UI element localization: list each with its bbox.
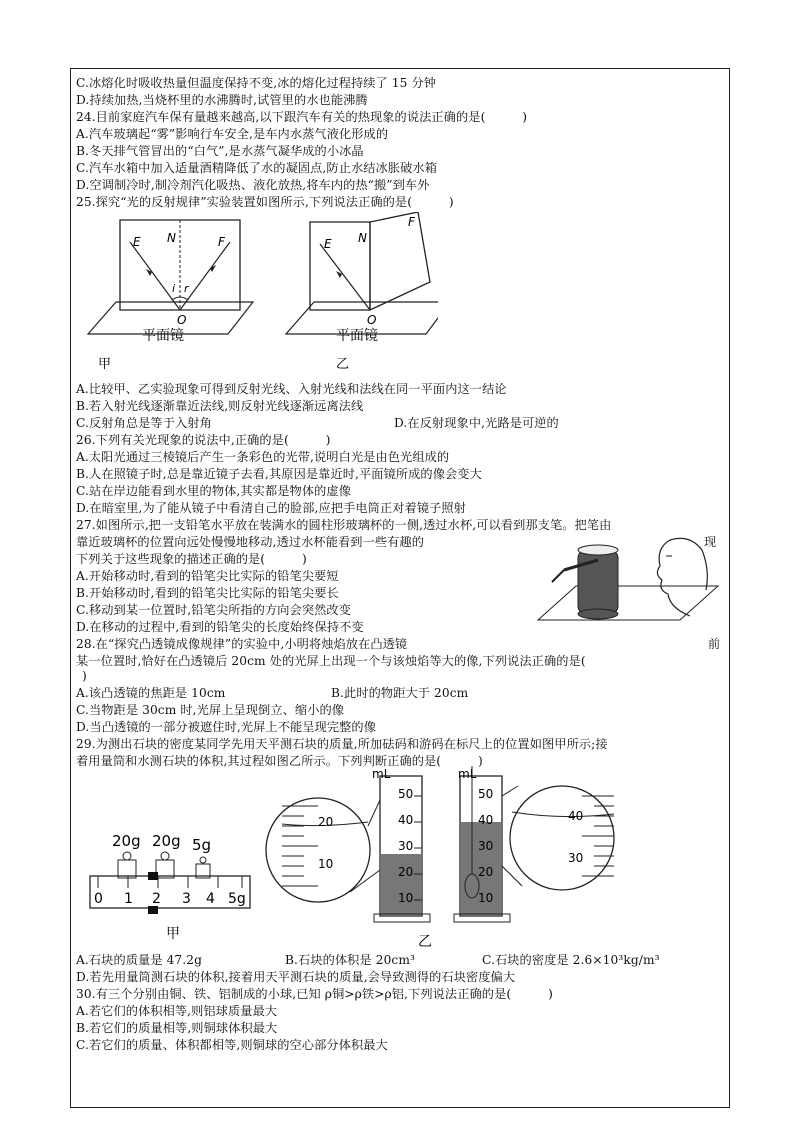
weight-5g: 5g xyxy=(192,836,212,854)
question-24: 24.目前家庭汽车保有量越来越高,以下跟汽车有关的热现象的说法正确的是( ) xyxy=(76,110,528,124)
question-28-tail: 前 xyxy=(708,637,721,651)
option-26a: A.太阳光通过三棱镜后产生一条彩色的光带,说明白光是由色光组成的 xyxy=(76,450,450,464)
question-28-line2: 某一位置时,恰好在凸透镜后 20cm 处的光屏上出现一个与该烛焰等大的像,下列说法正确的是( xyxy=(76,654,586,668)
label-i: i xyxy=(172,282,176,295)
cyl2-tick: 30 xyxy=(478,839,494,853)
option-24a: A.汽车玻璃起“雾”影响行车安全,是车内水蒸气液化形成的 xyxy=(76,127,389,141)
question-26: 26.下列有关光现象的说法中,正确的是( ) xyxy=(76,433,331,447)
option-27b: B.开始移动时,看到的铅笔尖比实际的铅笔尖要长 xyxy=(76,586,339,600)
cyl1-tick: 10 xyxy=(398,891,414,905)
cyl2-tick: 20 xyxy=(478,865,494,879)
figure-29-balance-cylinder xyxy=(82,766,702,950)
question-27: 27.如图所示,把一支铅笔水平放在装满水的圆柱形玻璃杯的一侧,透过水杯,可以看到那支笔。把笔由 xyxy=(76,518,612,532)
text-line: C.冰熔化时吸收热量但温度保持不变,冰的熔化过程持续了 15 分钟 xyxy=(76,76,437,90)
option-30b: B.若它们的质量相等,则铜球体积最大 xyxy=(76,1021,278,1035)
option-30c: C.若它们的质量、体积都相等,则铜球的空心部分体积最大 xyxy=(76,1038,388,1052)
option-29b: B.石块的体积是 20cm³ xyxy=(285,953,416,967)
label-o2: O xyxy=(367,313,377,327)
weight-20g-2: 20g xyxy=(152,832,181,850)
label-f: F xyxy=(218,235,225,249)
zoom-40: 40 xyxy=(568,809,584,823)
option-27c: C.移动到某一位置时,铅笔尖所指的方向会突然改变 xyxy=(76,603,351,617)
question-30: 30.有三个分别由铜、铁、铝制成的小球,已知 ρ铜>ρ铁>ρ铝,下列说法正确的是( ) xyxy=(76,987,553,1001)
option-28d: D.当凸透镜的一部分被遮住时,光屏上不能呈现完整的像 xyxy=(76,720,376,734)
zoom-10: 10 xyxy=(318,857,334,871)
option-24d: D.空调制冷时,制冷剂汽化吸热、液化放热,将车内的热“搬”到车外 xyxy=(76,178,430,192)
option-29d: D.若先用量筒测石块的体积,接着用天平测石块的质量,会导致测得的石块密度偏大 xyxy=(76,970,516,984)
tick: 0 xyxy=(94,891,103,907)
cyl1-tick: 40 xyxy=(398,813,414,827)
label-mirror2: 平面镜 xyxy=(336,328,378,344)
label-r: r xyxy=(184,282,189,295)
figure-27-glass-pencil xyxy=(530,530,720,630)
question-27-line2: 靠近玻璃杯的位置向远处慢慢地移动,透过水杯能看到一些有趣的 xyxy=(76,535,425,549)
label-jia-29: 甲 xyxy=(166,926,180,942)
tick: 4 xyxy=(206,891,215,907)
figure-25-reflection xyxy=(78,212,438,372)
text-line: D.持续加热,当烧杯里的水沸腾时,试管里的水也能沸腾 xyxy=(76,93,368,107)
label-e2: E xyxy=(324,237,332,251)
weight-20g-1: 20g xyxy=(112,832,141,850)
option-25a: A.比较甲、乙实验现象可得到反射光线、入射光线和法线在同一平面内这一结论 xyxy=(76,382,507,396)
question-29-line2: 着用量筒和水测石块的体积,其过程如图乙所示。下列判断正确的是( ) xyxy=(76,754,483,768)
tick: 1 xyxy=(124,891,133,907)
label-n: N xyxy=(167,231,176,245)
label-f2: F xyxy=(408,215,415,229)
option-24b: B.冬天排气管冒出的“白气”,是水蒸气凝华成的小冰晶 xyxy=(76,144,364,158)
option-28c: C.当物距是 30cm 时,光屏上呈现倒立、缩小的像 xyxy=(76,703,345,717)
question-28-paren: ) xyxy=(82,669,87,683)
option-28a: A.该凸透镜的焦距是 10cm xyxy=(76,686,226,700)
label-yi: 乙 xyxy=(336,357,350,372)
option-24c: C.汽车水箱中加入适量酒精降低了水的凝固点,防止水结冰胀破水箱 xyxy=(76,161,437,175)
cyl2-unit: mL xyxy=(458,767,477,781)
label-jia: 甲 xyxy=(98,357,112,372)
label-yi-29: 乙 xyxy=(418,934,432,950)
cyl2-tick: 10 xyxy=(478,891,494,905)
zoom-30: 30 xyxy=(568,851,584,865)
cyl1-tick: 50 xyxy=(398,787,414,801)
question-29: 29.为测出石块的密度某同学先用天平测石块的质量,所加砝码和游码在标尺上的位置如图甲所示;接 xyxy=(76,737,608,751)
label-e: E xyxy=(133,235,141,249)
cyl1-unit: mL xyxy=(372,767,391,781)
option-27a: A.开始移动时,看到的铅笔尖比实际的铅笔尖要短 xyxy=(76,569,339,583)
option-26b: B.人在照镜子时,总是靠近镜子去看,其原因是靠近时,平面镜所成的像会变大 xyxy=(76,467,482,481)
cyl2-tick: 40 xyxy=(478,813,494,827)
label-n2: N xyxy=(358,231,367,245)
label-mirror: 平面镜 xyxy=(142,328,184,344)
option-29a: A.石块的质量是 47.2g xyxy=(76,953,203,967)
option-27d: D.在移动的过程中,看到的铅笔尖的长度始终保持不变 xyxy=(76,620,364,634)
question-28: 28.在“探究凸透镜成像规律”的实验中,小明将烛焰放在凸透镜 xyxy=(76,637,408,651)
cyl1-tick: 30 xyxy=(398,839,414,853)
option-25c: C.反射角总是等于入射角 xyxy=(76,416,212,430)
zoom-20: 20 xyxy=(318,815,334,829)
option-28b: B.此时的物距大于 20cm xyxy=(331,686,469,700)
cyl1-tick: 20 xyxy=(398,865,414,879)
question-25: 25.探究“光的反射规律”实验装置如图所示,下列说法正确的是( ) xyxy=(76,195,454,209)
option-25d: D.在反射现象中,光路是可逆的 xyxy=(394,416,559,430)
question-27-tail: 现 xyxy=(704,535,717,549)
option-25b: B.若入射光线逐渐靠近法线,则反射光线逐渐远离法线 xyxy=(76,399,364,413)
label-o: O xyxy=(177,313,187,327)
tick: 2 xyxy=(152,891,161,907)
option-29c: C.石块的密度是 2.6×10³kg/m³ xyxy=(482,953,660,967)
option-26c: C.站在岸边能看到水里的物体,其实都是物体的虚像 xyxy=(76,484,351,498)
option-30a: A.若它们的体积相等,则铝球质量最大 xyxy=(76,1004,278,1018)
tick: 5g xyxy=(228,891,246,907)
question-27-line3: 下列关于这些现象的描述正确的是( ) xyxy=(76,552,307,566)
option-26d: D.在暗室里,为了能从镜子中看清自己的脸部,应把手电筒正对着镜子照射 xyxy=(76,501,466,515)
cyl2-tick: 50 xyxy=(478,787,494,801)
tick: 3 xyxy=(182,891,191,907)
